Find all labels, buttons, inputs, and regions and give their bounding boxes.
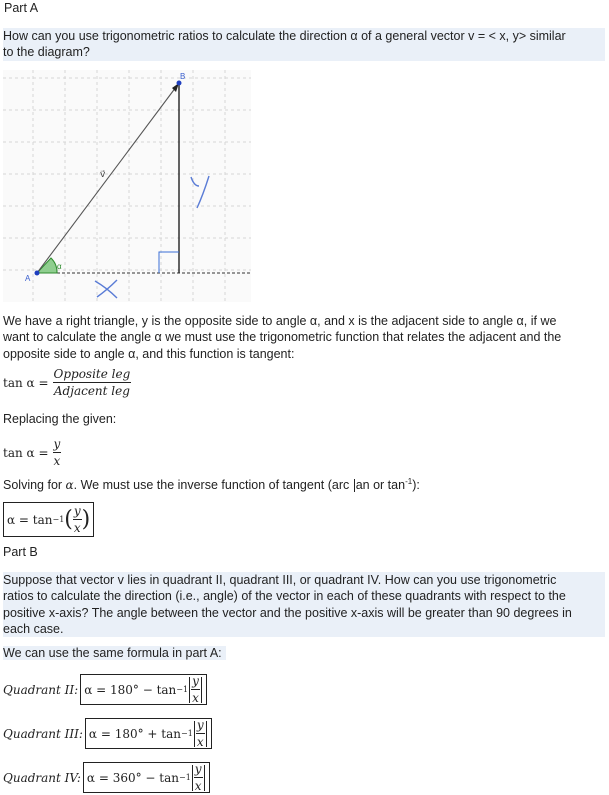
left-paren: ( <box>64 506 73 532</box>
label-v: v⃗ <box>100 169 106 179</box>
eq1-lhs: tan α = <box>3 375 49 390</box>
quadrant-iv-formula <box>3 762 210 793</box>
eq1-denominator: Adjacent leg <box>53 384 130 398</box>
part-b-question-line2: ratios to calculate the direction (i.e., angle) of the vector in each of these quadrants with respect to the <box>3 589 566 604</box>
right-paren: ) <box>81 506 91 532</box>
abs-bar-right <box>201 677 202 703</box>
label-alpha: α <box>57 262 62 271</box>
quadrant-ii-formula <box>3 674 207 705</box>
vector-diagram <box>3 70 251 302</box>
result-fraction <box>73 504 82 535</box>
solving-tail: an or tan <box>355 478 406 493</box>
result-lhs: α = tan <box>7 512 53 527</box>
solving-end: ): <box>412 478 420 493</box>
eq2-lhs: tan α = <box>3 445 49 460</box>
quadrant-ii-fraction <box>191 674 200 705</box>
result-numerator: y <box>73 504 81 518</box>
diagram-background <box>3 70 251 302</box>
part-a-question <box>3 28 605 61</box>
explanation-line3: opposite side to angle α, and this function is tangent: <box>3 346 295 361</box>
eq1-numerator: Opposite leg <box>53 367 131 381</box>
part-b-heading: Part B <box>3 545 38 559</box>
quadrant-iv-expr: α = 360° − tan <box>86 770 179 785</box>
quadrant-iii-formula <box>3 718 212 749</box>
eq2-fraction <box>53 437 62 468</box>
abs-bar-right <box>204 765 205 791</box>
quadrant-iii-box <box>85 718 212 749</box>
eq2-denominator: x <box>53 454 61 468</box>
part-b-answer: We can use the same formula in part A: <box>3 646 226 660</box>
abs-bar-left <box>192 765 193 791</box>
solving-mid: . We must use the inverse function of tangent (arc <box>73 478 353 493</box>
equation-tan-y-over-x <box>3 437 61 468</box>
part-b-question-line3: positive x-axis? The angle between the vector and the positive x-axis will be greater than 90 degrees in <box>3 605 572 620</box>
eq1-fraction <box>53 367 132 398</box>
point-a <box>35 271 40 276</box>
quadrant-iv-box <box>83 762 210 793</box>
text-cursor <box>354 479 355 492</box>
part-a-question-line2: to the diagram? <box>3 45 90 60</box>
abs-bar-left <box>189 677 190 703</box>
equation-tan-ratio <box>3 367 131 398</box>
quadrant-ii-expr: α = 180° − tan <box>84 682 177 697</box>
quadrant-iv-label: Quadrant IV: <box>3 770 81 785</box>
point-b <box>177 81 182 86</box>
quadrant-iv-sup: −1 <box>179 773 191 782</box>
replacing-text: Replacing the given: <box>3 412 117 426</box>
quadrant-iii-expr: α = 180° + tan <box>88 726 182 741</box>
result-boxed-formula <box>3 502 94 537</box>
quadrant-iii-fraction <box>196 718 205 749</box>
quadrant-ii-label: Quadrant II: <box>3 682 79 697</box>
solving-text <box>3 477 420 492</box>
label-a: A <box>25 274 31 283</box>
part-b-question-line1: Suppose that vector v lies in quadrant II, quadrant III, or quadrant IV. How can you use trigonometric <box>3 573 557 587</box>
quadrant-ii-numerator: y <box>192 674 199 688</box>
abs-bar-left <box>194 721 195 747</box>
explanation-line2: want to calculate the angle α we must use the trigonometric function that relates the adjacent and the <box>3 330 562 345</box>
abs-bar-right <box>206 721 207 747</box>
quadrant-iv-denominator: x <box>194 779 202 793</box>
quadrant-ii-sup: −1 <box>176 685 189 694</box>
part-a-heading: Part A <box>4 1 39 15</box>
solving-alpha: α <box>65 478 74 493</box>
result-denominator: x <box>73 521 81 535</box>
eq2-numerator: y <box>53 437 61 451</box>
quadrant-iv-fraction <box>194 762 203 793</box>
quadrant-ii-denominator: x <box>192 691 199 705</box>
explanation-line1: We have a right triangle, y is the opposite side to angle α, and x is the adjacent side to angle α, if we <box>3 314 557 328</box>
quadrant-iii-label: Quadrant III: <box>3 726 83 741</box>
label-b: B <box>180 72 186 81</box>
part-b-question-line4: each case. <box>3 621 64 636</box>
quadrant-ii-box <box>80 674 207 705</box>
solving-sup: -1 <box>405 477 413 486</box>
quadrant-iii-denominator: x <box>196 735 204 749</box>
quadrant-iv-numerator: y <box>194 762 202 776</box>
solving-pre: Solving for <box>3 478 66 493</box>
quadrant-iii-numerator: y <box>196 718 204 732</box>
quadrant-iii-sup: −1 <box>181 729 193 738</box>
part-b-question <box>3 572 605 637</box>
part-a-question-line1: How can you use trigonometric ratios to calculate the direction α of a general vector v = < x, y> similar <box>3 29 566 43</box>
part-a-explanation <box>3 313 605 362</box>
result-sup: −1 <box>52 515 65 524</box>
